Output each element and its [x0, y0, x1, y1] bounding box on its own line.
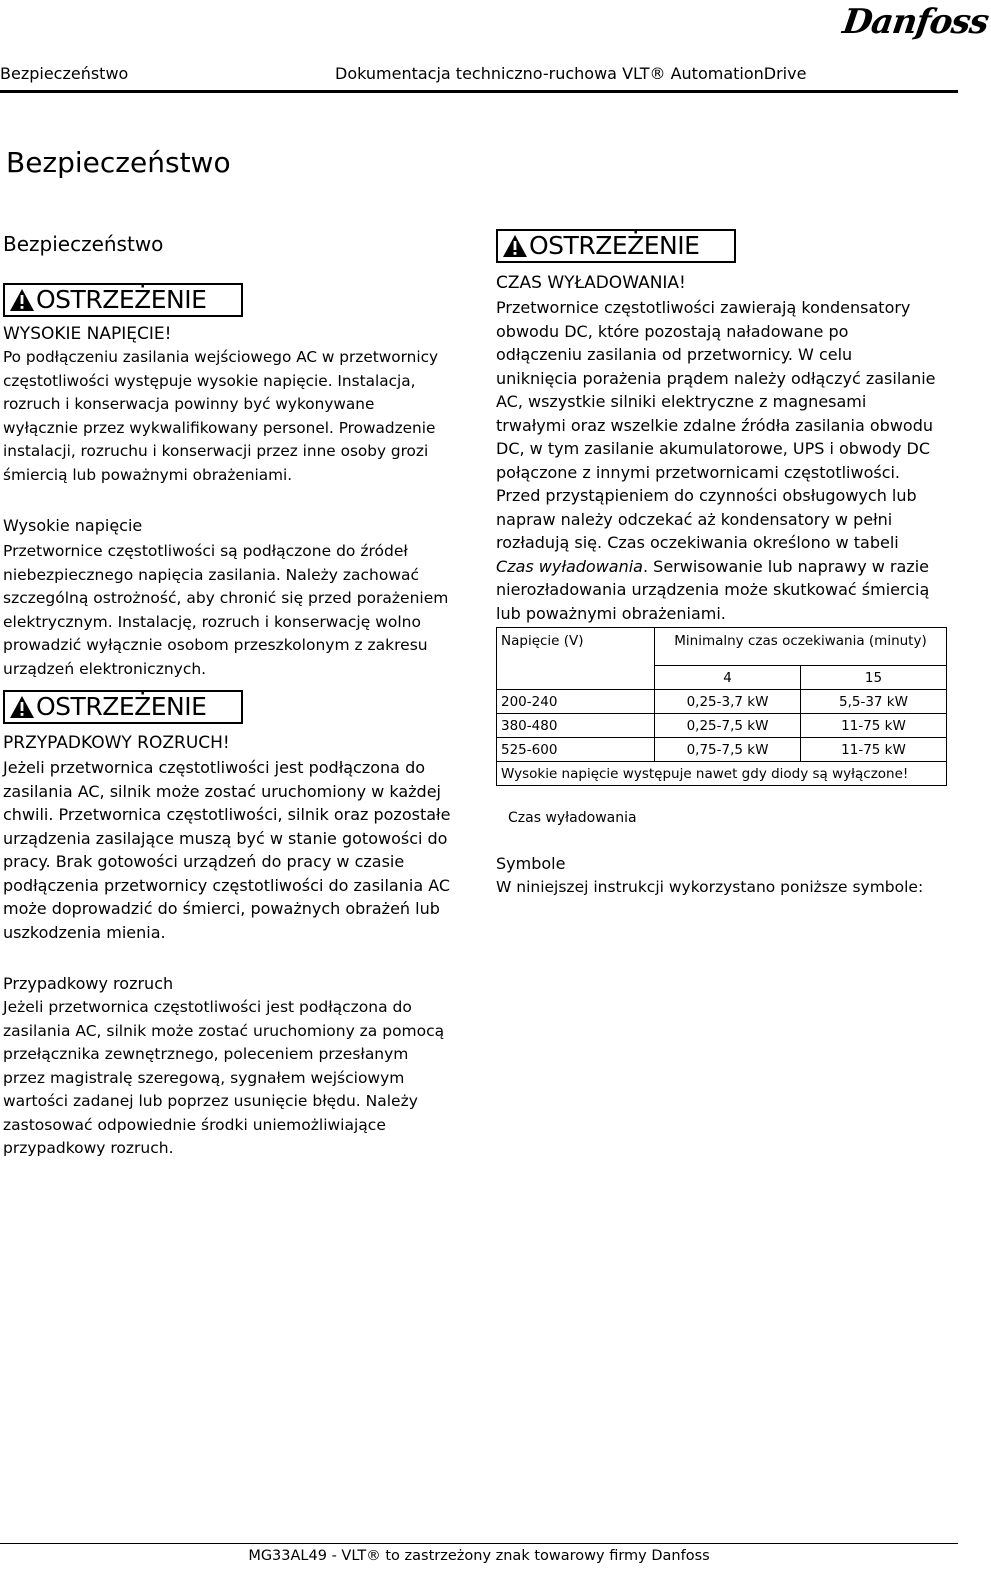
warning-text-discharge-time: Przetwornice częstotliwości zawierają kondensatory obwodu DC, które pozostają naładowane po odłączeniu zasilania od przetwornicy. W celu uniknięcia porażenia prądem należy odłączyć zasilanie AC, wszystkie silniki elektryczne z magnesami trwałymi oraz wszelkie zdalne źródła zasilania obwodu DC, w tym zasilanie akumulatorowe, UPS i obwody DC połączone z innymi przetwornicami częstotliwości. Przed przystąpieniem do czynności obsługowych lub napraw należy odczekać aż kondensatory w pełni rozładują się. Czas oczekiwania określono w tabeli Czas wyładowania. Serwisowanie lub naprawy w razie nierozładowania urządzenia może skutkować śmiercią lub poważnymi obrażeniami. — [496, 298, 936, 623]
symbols-heading: Symbole — [496, 854, 566, 873]
section-title: Bezpieczeństwo — [3, 232, 164, 256]
header-doc-title: Dokumentacja techniczno-ruchowa VLT® AutomationDrive — [335, 64, 807, 83]
warning-triangle-icon — [502, 234, 528, 258]
warning-triangle-icon — [9, 288, 35, 312]
warning-label-text: OSTRZEŻENIE — [36, 692, 207, 721]
table-note: Wysokie napięcie występuje nawet gdy diody są wyłączone! — [497, 762, 947, 786]
table-cell: 380-480 — [497, 714, 655, 738]
unintended-start-text: Jeżeli przetwornica częstotliwości jest podłączona do zasilania AC, silnik może zostać uruchomiony za pomocą przełącznika zewnętrznego, poleceniem przesłanym przez magistralę szeregową, sygnałem wejściowym wartości zadanej lub poprzez usunięcie błędu. Należy zastosować odpowiednie środki uniemożliwiające przypadkowy rozruch. — [3, 998, 445, 1157]
table-subheader-a: 4 — [655, 666, 801, 690]
unintended-start-heading: Przypadkowy rozruch — [3, 974, 174, 993]
table-cell: 5,5-37 kW — [801, 690, 947, 714]
warning-triangle-icon — [9, 695, 35, 719]
table-header-voltage: Napięcie (V) — [497, 628, 655, 690]
page-title: Bezpieczeństwo — [6, 146, 231, 179]
table-cell: 11-75 kW — [801, 714, 947, 738]
table-cell: 0,75-7,5 kW — [655, 738, 801, 762]
danfoss-logo: Danfoss — [840, 2, 991, 42]
footer-text: MG33AL49 - VLT® to zastrzeżony znak towarowy firmy Danfoss — [248, 1548, 710, 1564]
header-section: Bezpieczeństwo — [0, 64, 129, 83]
warning-heading-unintended-start: PRZYPADKOWY ROZRUCH! — [3, 733, 230, 753]
warning-heading-high-voltage: WYSOKIE NAPIĘCIE! — [3, 324, 172, 344]
table-subheader-b: 15 — [801, 666, 947, 690]
table-row — [497, 738, 947, 762]
warning-text-high-voltage: Po podłączeniu zasilania wejściowego AC w przetwornicy częstotliwości występuje wysokie napięcie. Instalacja, rozruch i konserwacja powinny być wykonywane wyłącznie przez wykwalifikowany personel. Prowadzenie instalacji, rozruchu i konserwacji przez inne osoby grozi śmiercią lub poważnymi obrażeniami. — [3, 348, 439, 484]
table-cell: 200-240 — [497, 690, 655, 714]
table-cell: 0,25-3,7 kW — [655, 690, 801, 714]
table-row — [497, 714, 947, 738]
warning-label-unintended-start — [3, 690, 243, 724]
table-header-wait-time: Minimalny czas oczekiwania (minuty) — [655, 628, 947, 666]
table-caption: Czas wyładowania — [508, 810, 637, 826]
warning-label-text: OSTRZEŻENIE — [36, 285, 207, 314]
warning-text-unintended-start: Jeżeli przetwornica częstotliwości jest podłączona do zasilania AC, silnik może zostać uruchomiony w każdej chwili. Przetwornica częstotliwości, silnik oraz pozostałe urządzenia zasilające muszą być w stanie gotowości do pracy. Brak gotowości urządzeń do pracy w czasie podłączenia przetwornicy częstotliwości do zasilania AC może doprowadzić do śmierci, poważnych obrażeń lub uszkodzenia mienia. — [3, 758, 451, 942]
warning-label-high-voltage — [3, 283, 243, 317]
discharge-time-table — [496, 627, 947, 786]
footer-divider — [0, 1543, 958, 1544]
table-cell: 11-75 kW — [801, 738, 947, 762]
warning-label-discharge-time — [496, 229, 736, 263]
warning-heading-discharge-time: CZAS WYŁADOWANIA! — [496, 273, 686, 293]
high-voltage-text: Przetwornice częstotliwości są podłączone do źródeł niebezpiecznego napięcia zasilania. Należy zachować szczególną ostrożność, aby chronić się przed porażeniem elektrycznym. Instalację, rozruch i konserwację wolno prowadzić wyłącznie osobom przeszkolonym z zakresu urządzeń elektronicznych. — [3, 542, 449, 678]
high-voltage-heading: Wysokie napięcie — [3, 516, 143, 535]
table-cell: 525-600 — [497, 738, 655, 762]
header-divider — [0, 90, 958, 93]
warning-label-text: OSTRZEŻENIE — [529, 231, 700, 260]
table-cell: 0,25-7,5 kW — [655, 714, 801, 738]
symbols-text: W niniejszej instrukcji wykorzystano poniższe symbole: — [496, 878, 924, 896]
discharge-table-reference: Czas wyładowania — [496, 556, 643, 576]
table-row — [497, 690, 947, 714]
